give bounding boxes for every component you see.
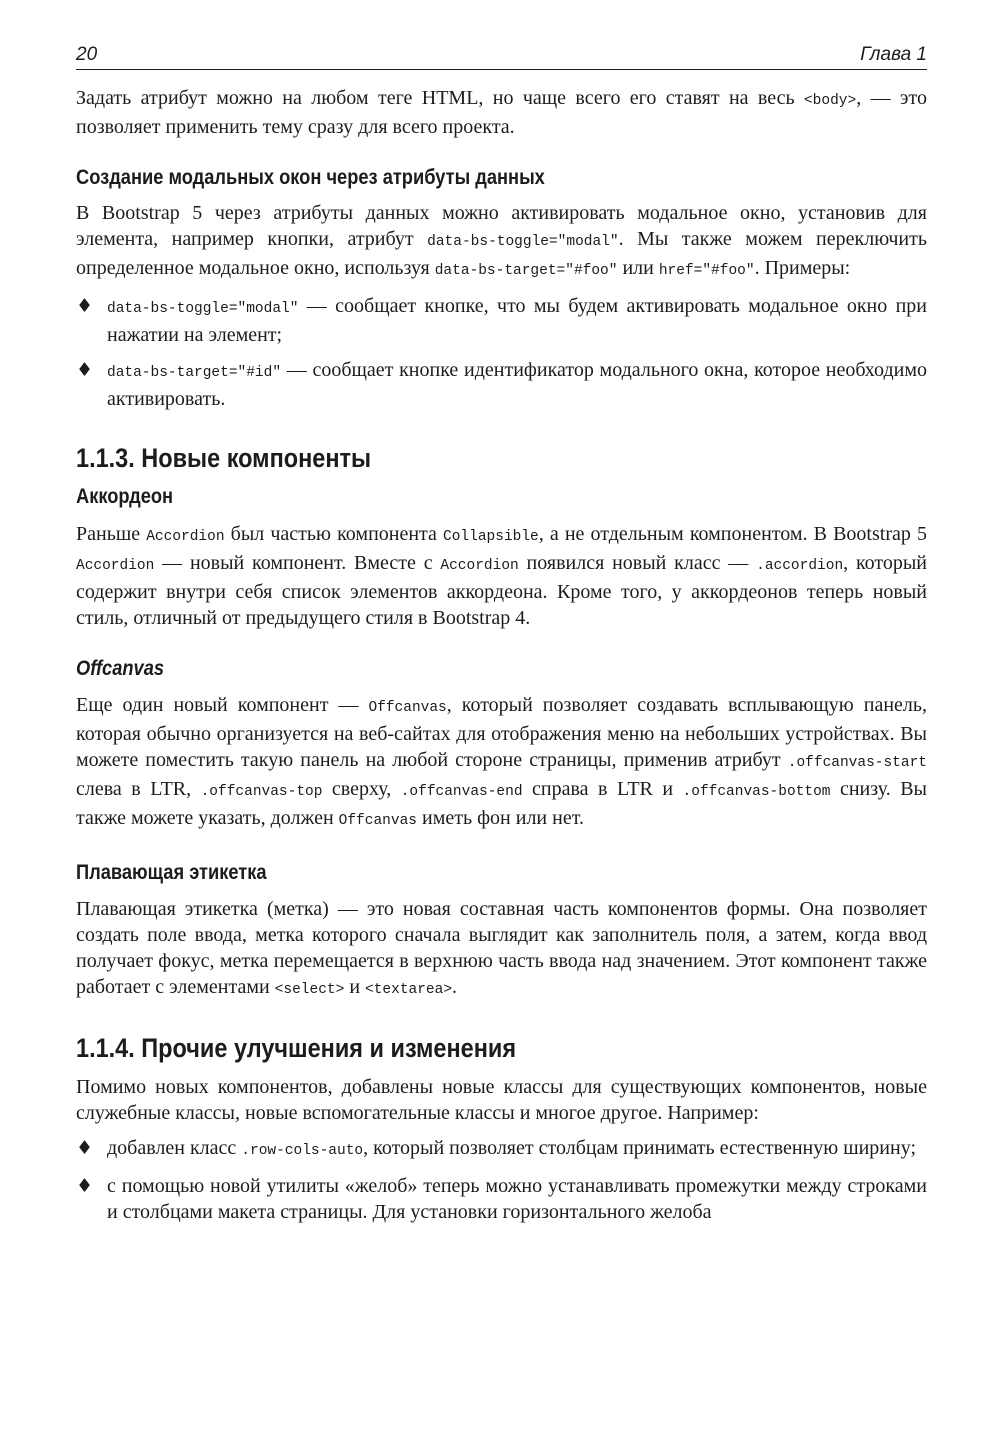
list-item: ♦ добавлен класс .row-cols-auto, который позволяет столбцам принимать естественную ширину; <box>76 1137 916 1159</box>
offcanvas-paragraph: Еще один новый компонент — Offcanvas, который позволяет создавать всплывающую панель, которая обычно организуется на веб-сайтах для отображения меню на небольших устройствах. Вы можете поместить такую панель на любой стороне страницы, применив атрибут .offcanvas-start слева в LTR, .offcanvas-top сверху, .offcanvas-end справа в LTR и .offcanvas-bottom снизу. Вы также можете указать, должен Offcanvas иметь фон или нет. <box>76 694 927 829</box>
offcanvas-heading: Offcanvas <box>76 657 165 680</box>
page-header <box>76 44 927 70</box>
section-114-heading: 1.1.4. Прочие улучшения и изменения <box>76 1033 517 1063</box>
accordion-paragraph: Раньше Accordion был частью компонента Collapsible, а не отдельным компонентом. В Bootstrap 5 Accordion — новый компонент. Вместе с Accordion появился новый класс — .accordion, который содержит внутри себя список элементов аккордеона. Кроме того, у аккордеонов теперь новый стиль, отличный от предыдущего стиля в Bootstrap 4. <box>76 523 928 629</box>
diamond-bullet-icon: ♦ <box>76 359 94 381</box>
modal-examples-list <box>76 293 927 412</box>
list-item: ♦ data-bs-target="#id" — сообщает кнопке идентификатор модального окна, которое необходимо активировать. <box>76 359 927 410</box>
floating-label-paragraph: Плавающая этикетка (метка) — это новая составная часть компонентов формы. Она позволяет создать поле ввода, метка которого сначала выглядит как заполнитель поля, а затем, когда ввод получает фокус, метка перемещается в верхнюю часть ввода над значением. Этот компонент также работает с элементами <select> и <textarea>. <box>76 898 927 998</box>
diamond-bullet-icon: ♦ <box>76 1175 94 1197</box>
accordion-heading: Аккордеон <box>76 485 174 508</box>
page-number: 20 <box>76 44 98 65</box>
section-114-paragraph: Помимо новых компонентов, добавлены новые классы для существующих компонентов, новые служебные классы, новые вспомогательные классы и многое другое. Например: <box>76 1076 927 1124</box>
chapter-title: Глава 1 <box>860 44 927 65</box>
improvements-list <box>76 1135 927 1225</box>
book-page <box>76 44 927 1225</box>
section-113-heading: 1.1.3. Новые компоненты <box>76 443 372 473</box>
floating-label-heading: Плавающая этикетка <box>76 861 267 884</box>
diamond-bullet-icon: ♦ <box>76 1137 94 1159</box>
modal-section-paragraph: В Bootstrap 5 через атрибуты данных можно активировать модальное окно, установив для элемента, например кнопки, атрибут data-bs-toggle="modal". Мы также можем переключить определенное модальное окно, используя data-bs-target="#foo" или href="#foo". Примеры: <box>76 202 927 279</box>
list-item: ♦ с помощью новой утилиты «желоб» теперь можно устанавливать промежутки между строками и столбцами макета страницы. Для установки горизонтального желоба <box>76 1175 927 1223</box>
intro-paragraph: Задать атрибут можно на любом теге HTML, но чаще всего его ставят на весь <body>, — это позволяет применить тему сразу для всего проекта. <box>76 87 927 138</box>
list-item: ♦ data-bs-toggle="modal" — сообщает кнопке, что мы будем активировать модальное окно при нажатии на элемент; <box>76 295 927 346</box>
modal-section-heading: Создание модальных окон через атрибуты данных <box>76 166 545 189</box>
diamond-bullet-icon: ♦ <box>76 295 94 317</box>
